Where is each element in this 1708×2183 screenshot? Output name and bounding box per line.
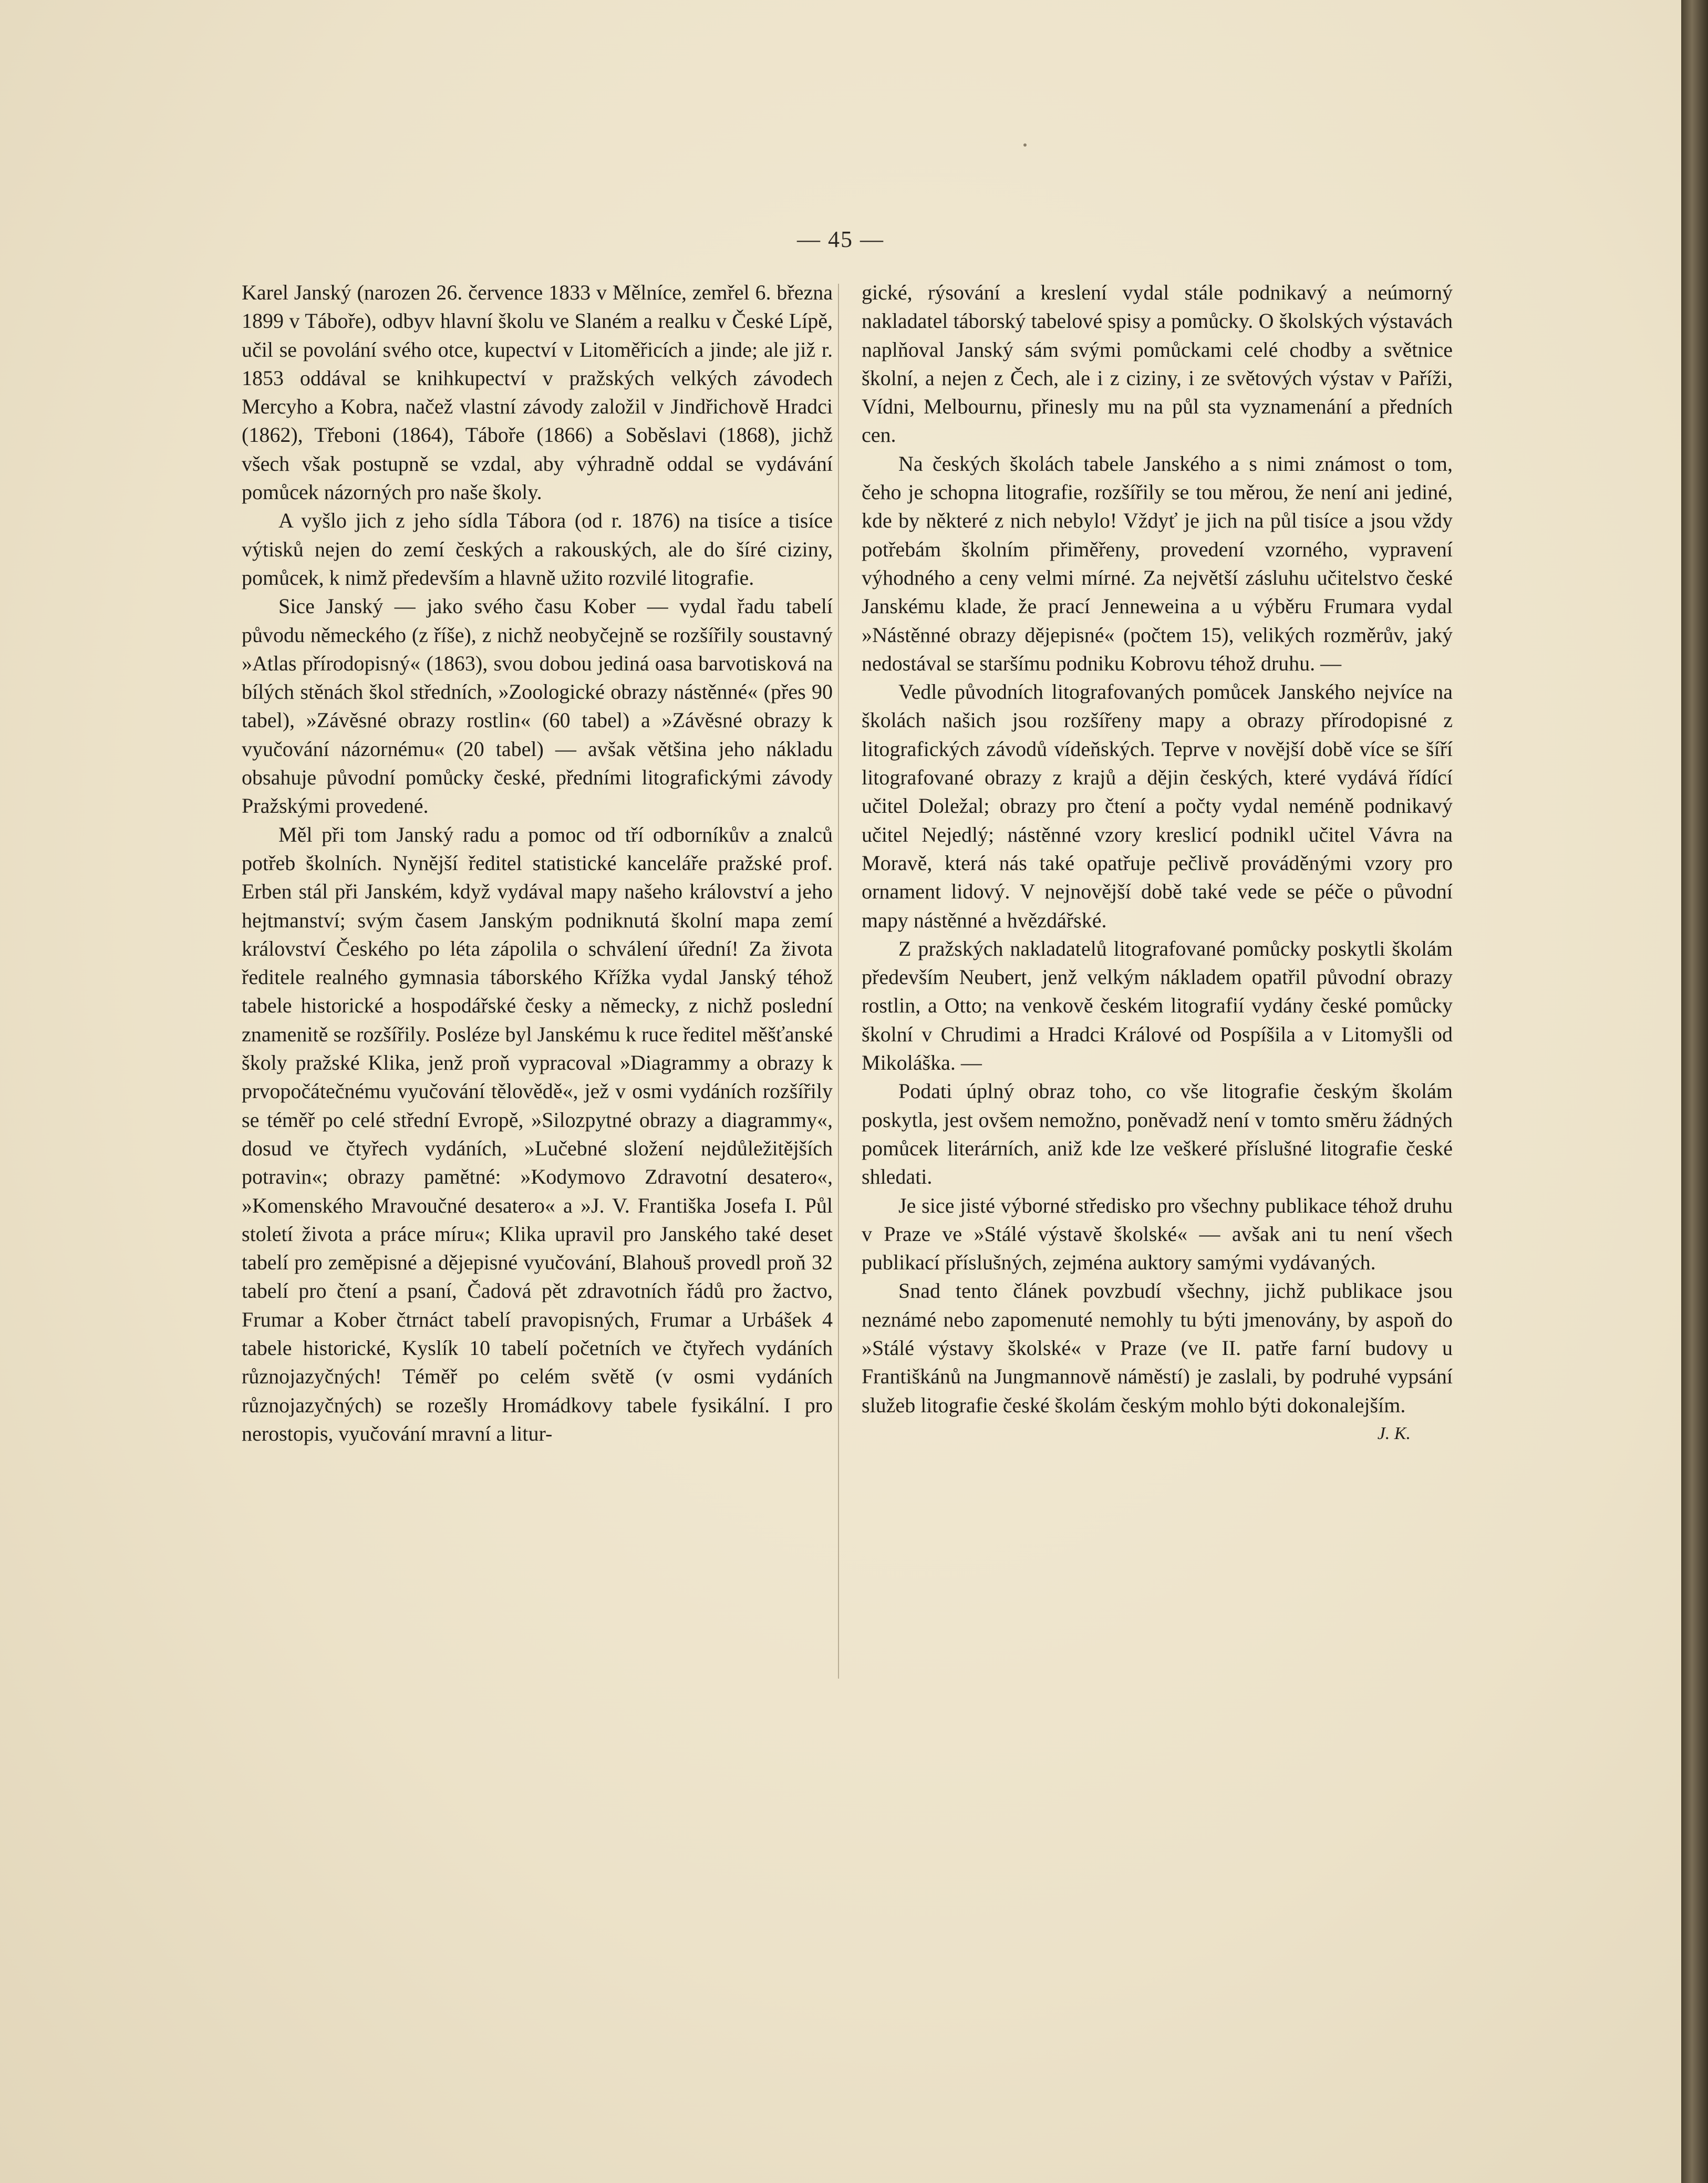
paragraph: Je sice jisté výborné středisko pro všechny publikace téhož druhu v Praze ve »Stálé výstavě školské« — avšak ani tu není všech publikací příslušných, zejména auktory samými vydávaných. [862, 1193, 1453, 1275]
paragraph: Na českých školách tabele Janského a s nimi známost o tom, čeho je schopna litografie, rozšířily se tou měrou, že není ani jediné, kde by některé z nich nebylo! Vždyť je jich na půl tisíce a jsou vždy potřebám školním přiměřeny, provedení vzorného, vypravení výhodného a ceny velmi mírné. Za největší zásluhu učitelstvo české Janskému klade, že prací Jenneweina a u výběru Frumara vydal »Nástěnné obrazy dějepisné« (počtem 15), velikých rozměrův, jaký nedostával se staršímu podniku Kobrovu téhož druhu. — [862, 451, 1453, 675]
paragraph: Sice Janský — jako svého času Kober — vydal řadu tabelí původu německého (z říše), z nichž neobyčejně se rozšířily soustavný »Atlas přírodopisný« (1863), svou dobou jediná oasa barvotisková na bílých stěnách škol středních, »Zoologické obrazy nástěnné« (přes 90 tabel), »Závěsné obrazy rostlin« (60 tabel) a »Závěsné obrazy k vyučování názornému« (20 tabel) — avšak většina jeho nákladu obsahuje původní pomůcky české, předními litografickými závody Pražskými provedené. [242, 594, 833, 818]
ink-speck [1023, 143, 1027, 147]
page-number: — 45 — [797, 226, 884, 252]
book-edge [1681, 0, 1708, 2183]
paragraph: Karel Janský (narozen 26. července 1833 v Mělníce, zemřel 6. března 1899 v Táboře), odbyv hlavní školu ve Slaném a realku v České Lípě, učil se povolání svého otce, kupectví v Litoměřicích a jinde; ale již r. 1853 oddával se knihkupectví v pražských velkých závodech Mercyho a Kobra, načež vlastní závody založil v Jindřichově Hradci (1862), Třeboni (1864), Táboře (1866) a Soběslavi (1868), jichž všech však postupně se vzdal, aby výhradně oddal se vydávání pomůcek názorných pro naše školy. [242, 281, 833, 504]
paragraph: A vyšlo jich z jeho sídla Tábora (od r. 1876) na tisíce a tisíce výtisků nejen do zemí českých a rakouských, ale do šíré ciziny, pomůcek, k nimž především a hlavně užito rozvilé litografie. [242, 509, 833, 589]
paragraph: Z pražských nakladatelů litografované pomůcky poskytli školám především Neubert, jenž velkým nákladem opatřil původní obrazy rostlin, a Otto; na venkově českém litografií vydány české pomůcky školní v Chrudimi a Hradci Králové od Pospíšila a v Litomyšli od Mikoláška. — [862, 936, 1453, 1075]
paragraph: Podati úplný obraz toho, co vše litografie českým školám poskytla, jest ovšem nemožno, poněvadž není v tomto směru žádných pomůcek literárních, aniž kde lze veškeré příslušné litografie české shledati. [862, 1079, 1453, 1189]
paragraph: Vedle původních litografovaných pomůcek Janského nejvíce na školách našich jsou rozšířeny mapy a obrazy přírodopisné z litografických závodů vídeňských. Teprve v novější době více se šíří litografované obrazy z krajů a dějin českých, které vydává řídící učitel Doležal; obrazy pro čtení a počty vydal neméně podnikavý učitel Nejedlý; nástěnné vzory kreslicí podnikl učitel Vávra na Moravě, která nás také opatřuje pečlivě prováděnými vzory pro ornament lidový. V nejnovější době také vede se péče o původní mapy nástěnné a hvězdářské. [862, 680, 1453, 932]
paragraph: Měl při tom Janský radu a pomoc od tří odborníkův a znalců potřeb školních. Nynější ředitel statistické kanceláře pražské prof. Erben stál při Janském, když vydával mapy našeho království a jeho hejtmanství; svým časem Janským podniknutá školní mapa zemí království Českého po léta zápolila o schválení úřední! Za života ředitele realného gymnasia táborského Křížka vydal Janský téhož tabele historické a hospodářské česky a německy, z nichž poslední znamenitě se rozšířily. Posléze byl Janskému k ruce ředitel měšťanské školy pražské Klika, jenž proň vypracoval »Diagrammy a obrazy k prvopočátečnému vyučování tělovědě«, jež v osmi vydáních rozšířily se téměř po celé střední Evropě, »Silozpytné obrazy a diagrammy«, dosud ve čtyřech vydáních, »Lučebné složení nejdůležitějších potravin«; obrazy pamětné: »Kodymovo Zdravotní desatero«, »Komenského Mravoučné desatero« a »J. V. Františka Josefa I. Půl století života a práce míru«; Klika upravil pro Janského také deset tabelí pro zeměpisné a dějepisné vyučování, Blahouš provedl proň 32 tabelí pro čtení a psaní, Čadová pět zdravotních řádů pro žactvo, Frumar a Kober čtrnáct tabelí pravopisných, Frumar a Urbášek 4 tabele historické, Kyslík 10 tabelí početních ve čtyřech vydáních různojazyčných! Téměř po celém světě (v osmi vydáních různojazyčných) se rozešly Hromádkovy tabele fysikální. I pro nerostopis, vyučování mravní a litur- [242, 822, 833, 1445]
column-divider [838, 284, 839, 1679]
author-signature: J. K. [1377, 1423, 1411, 1443]
paragraph: gické, rýsování a kreslení vydal stále podnikavý a neúmorný nakladatel táborský tabelové spisy a pomůcky. O školských výstavách naplňoval Janský sám svými pomůckami celé chodby a světnice školní, a nejen z Čech, ale i z ciziny, i ze světových výstav v Paříži, Vídni, Melbournu, přinesly mu na půl sta vyznamenání a předních cen. [862, 281, 1453, 447]
left-column [242, 278, 833, 1448]
right-column [862, 278, 1453, 1448]
last-paragraph [862, 1277, 1453, 1443]
paragraph-text: Snad tento článek povzbudí všechny, jichž publikace jsou neznámé nebo zapomenuté nemohly tu býti jmenovány, by aspoň do »Stálé výstavy školské« v Praze (ve II. patře farní budovy u Františkánů na Jungmannově náměstí) je zaslali, by podruhé vypsání služeb litografie české školám českým mohlo býti dokonalejším. [862, 1279, 1453, 1417]
